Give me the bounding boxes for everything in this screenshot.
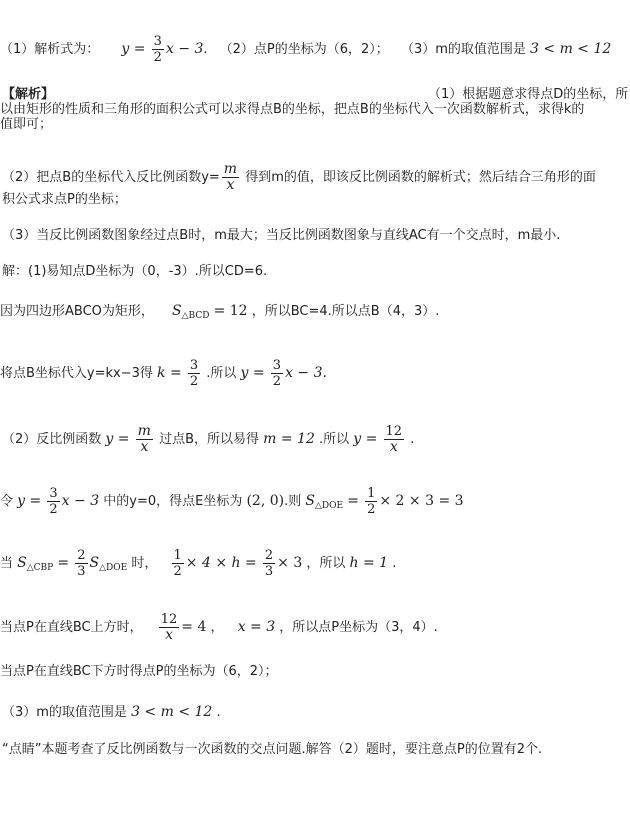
analysis-line1: （1）根据题意求得点D的坐标，所 xyxy=(428,87,629,102)
solution-line6: 当 $S_{\triangle CBP}$ = $\frac{2}{3}$ $S_{\triangle DOE}$ 时， $\frac{1}{2}$ × 4 × h = $\frac{2}{3}$ × 3 ，所以 h = 1 . xyxy=(0,548,397,579)
answer-part3-range: 3 < m < 12 xyxy=(530,41,612,57)
answer-fraction: $\frac{3}{2}$ xyxy=(153,34,162,65)
answer-part3-label: （3）m的取值范围是 xyxy=(400,42,526,57)
analysis-line3: 值即可； xyxy=(0,117,53,132)
solution-line1: 解：(1)易知点D坐标为（0，-3）.所以CD=6. xyxy=(2,264,268,279)
analysis-line5: 积公式求点P的坐标； xyxy=(2,192,127,207)
solution-line4: （2）反比例函数 y = $\frac{m}{x}$ 过点B，所以易得 m = 12 .所以 y = $\frac{12}{x}$ . xyxy=(2,423,415,455)
solution-line9: （3）m的取值范围是 3 < m < 12 . xyxy=(2,704,221,720)
solution-line8: 当点P在直线BC下方时得点P的坐标为（6，2）； xyxy=(0,664,278,679)
analysis-line4: （2）把点B的坐标代入反比例函数y= $\frac{m}{x}$ 得到m的值，即该反比例函数的解析式；然后结合三角形的面 xyxy=(2,161,596,193)
solution-line3: 将点B坐标代入y=kx−3得 k = $\frac{3}{2}$ .所以 y = $\frac{3}{2}$ x − 3. xyxy=(0,358,327,389)
answer-part1-label: （1）解析式为： xyxy=(0,42,100,57)
solution-note: “点睛”本题考查了反比例函数与一次函数的交点问题.解答（2）题时，要注意点P的位置有2个. xyxy=(2,742,543,757)
answer-line: （1）解析式为： y = $\frac{3}{2}$ x − 3. （2）点P的坐标为（6，2）； （3）m的取值范围是 3 < m < 12 xyxy=(0,34,612,65)
solution-line5: 令 y = $\frac{3}{2}$ x − 3 中的y=0，得点E坐标为 (2, 0).则 $S_{\triangle DOE}$ = $\frac{1}{2}$ × 2 × 3 = 3 xyxy=(0,486,464,517)
answer-eq-rhs: x − 3 xyxy=(165,41,204,57)
solution-line2: 因为四边形ABCO为矩形， $S_{\triangle BCD} = 12$ ，所以BC=4.所以点B（4，3）. xyxy=(0,303,440,321)
analysis-fraction: $\frac{m}{x}$ xyxy=(223,161,238,193)
analysis-heading: 【解析】 xyxy=(2,87,55,102)
analysis-line6: （3）当反比例函数图象经过点B时，m最大；当反比例函数图象与直线AC有一个交点时，m最小. xyxy=(2,228,561,243)
answer-eq-lhs: y = xyxy=(121,41,146,57)
answer-part2: （2）点P的坐标为（6，2）； xyxy=(219,42,389,57)
solution-line7: 当点P在直线BC上方时， $\frac{12}{x}$ = 4 ， x = 3 ，所以点P坐标为（3，4）. xyxy=(0,612,438,643)
analysis-line2: 以由矩形的性质和三角形的面积公式可以求得点B的坐标，把点B的坐标代入一次函数解析式，求得k的 xyxy=(0,102,585,117)
